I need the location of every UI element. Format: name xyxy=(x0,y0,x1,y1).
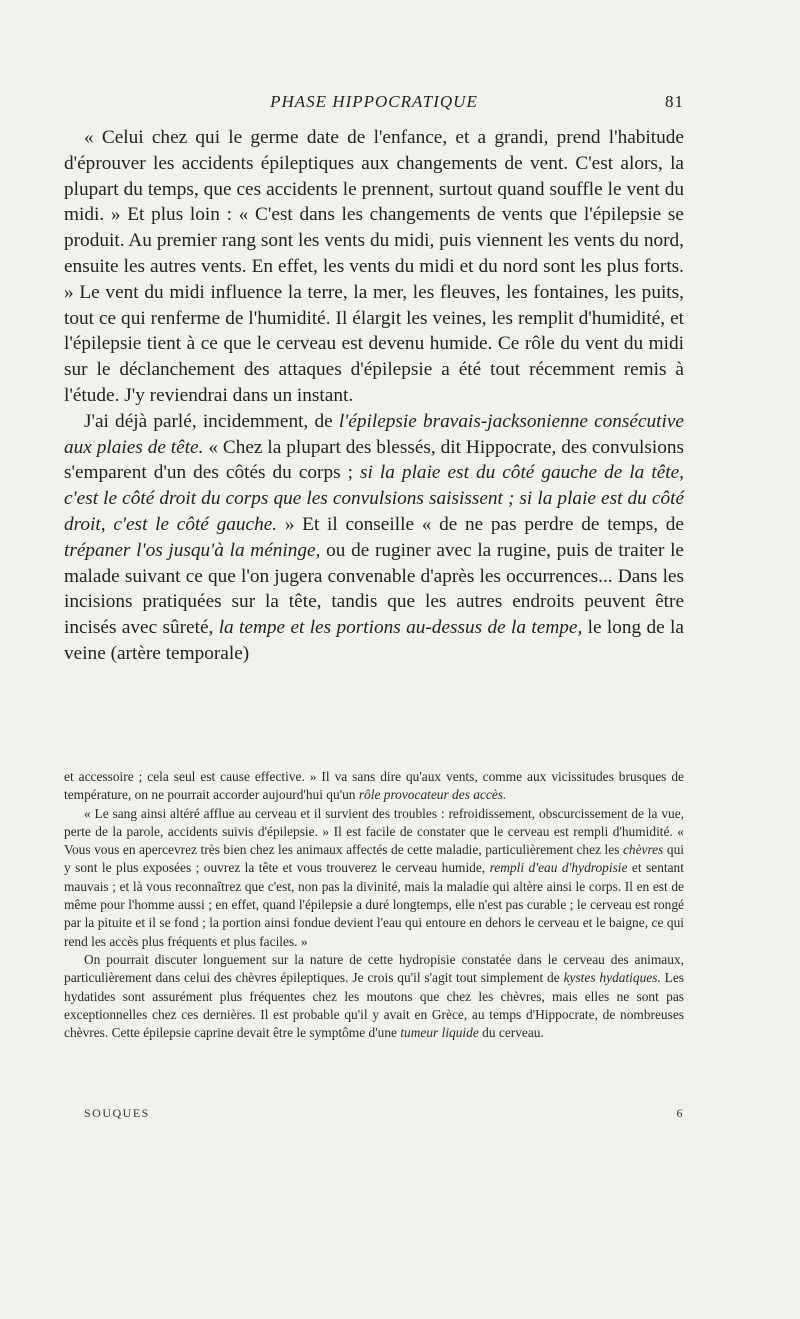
paragraph-2-italic-3: trépaner l'os jusqu'à la méninge, xyxy=(64,539,321,561)
running-title: PHASE HIPPOCRATIQUE xyxy=(270,92,478,111)
footnotes xyxy=(64,768,684,1042)
footnote-1-italic: rôle provocateur des accès. xyxy=(358,787,507,803)
paragraph-2-italic-4: la tempe et les portions au-dessus de la tempe, xyxy=(218,617,583,639)
paragraph-2-text-a: J'ai déjà parlé, incidemment, de xyxy=(84,410,339,432)
footnote-3-italic-1: kystes hydatiques. xyxy=(563,970,661,986)
footnote-2-italic-2: rempli d'eau d'hydropisie xyxy=(489,860,628,876)
paragraph-2-text-e: le long de la veine (artère temporale) xyxy=(64,617,684,664)
footnote-3-text-b: Les hydatides sont assurément plus fréquentes chez les moutons que chez les chèvres, mais elles ne sont pas exceptionnelles chez ces dernières. Il est probable qu'il y avait en Grèce, au temps d'Hippocrate, de nombreuses chèvres. Cette épilepsie caprine devait être le symptôme d'une xyxy=(64,970,685,1041)
footnote-2-italic-1: chèvres xyxy=(622,842,664,858)
printer-signature xyxy=(64,1106,684,1124)
footnote-1-text: et accessoire ; cela seul est cause effective. » Il va sans dire qu'aux vents, comme aux vicissitudes brusques de température, on ne pourrait accorder aujourd'hui qu'un xyxy=(64,769,684,803)
signature-mark: SOUQUES xyxy=(84,1106,150,1120)
footnote-3-italic-2: tumeur liquide xyxy=(400,1025,479,1041)
paragraph-2-text-c: » Et il conseille « de ne pas perdre de temps, de xyxy=(277,513,684,535)
running-header xyxy=(64,92,684,118)
page-number: 81 xyxy=(665,92,684,111)
footnote-3-text-a: On pourrait discuter longuement sur la nature de cette hydropisie constatée dans le cerveau des animaux, particulièrement dans celui des chèvres épileptiques. Je crois qu'il s'agit tout simplement de xyxy=(64,951,684,986)
paragraph-2-italic-2: si la plaie est du côté gauche de la tête, c'est le côté droit du corps que les convulsions saisissent ; si la plaie est du côté droit, c'est le côté gauche. xyxy=(64,462,684,535)
footnote-2 xyxy=(64,805,684,951)
footnote-2-text-c: et sentant mauvais ; et là vous reconnaîtrez que c'est, non pas la divinité, mais la maladie qui altère ainsi le corps. Il en est de même pour l'homme aussi ; en effet, quand l'épilepsie a duré longtemps, elle n'est pas curable ; le cerveau est rongé par la pituite et il se fond ; la portion ainsi fondue devient l'eau qui entoure en dehors le cerveau et le baigne, ce qui rend les accès plus fréquents et plus faciles. » xyxy=(64,860,684,949)
paragraph-2-italic-1: l'épilepsie bravais-jacksonienne consécutive aux plaies de tête. xyxy=(64,410,684,458)
paragraph-2-text-b: « Chez la plupart des blessés, dit Hippocrate, des convulsions s'emparent d'un des côtés du corps ; xyxy=(64,436,684,484)
paragraph-2-text-d: ou de ruginer avec la rugine, puis de traiter le malade suivant ce que l'on jugera convenable d'après les occurrences... Dans les incisions pratiquées sur la tête, tandis que les autres endroits peuvent être incisés avec sûreté, xyxy=(64,539,684,639)
paragraph-2 xyxy=(64,409,684,667)
footnote-3-text-c: du cerveau. xyxy=(478,1025,544,1041)
footnote-2-text-b: qui y sont le plus exposées ; ouvrez la tête et vous trouverez le cerveau humide, xyxy=(64,842,684,876)
paragraph-1 xyxy=(64,125,684,409)
signature-number: 6 xyxy=(676,1106,684,1120)
footnote-2-text-a: « Le sang ainsi altéré afflue au cerveau et il survient des troubles : refroidissement, obscurcissement de la vue, perte de la parole, accidents suivis d'épilepsie. » Il est facile de constater que le cerveau est rempli d'humidité. « Vous vous en apercevrez très bien chez les animaux affectés de cette maladie, particulièrement chez les xyxy=(64,805,684,858)
paragraph-1-text: « Celui chez qui le germe date de l'enfance, et a grandi, prend l'habitude d'éprouver les accidents épileptiques aux changements de vent. C'est alors, la plupart du temps, que ces accidents le prennent, surtout quand souffle le vent du midi. » Et plus loin : « C'est dans les changements de vents que l'épilepsie se produit. Au premier rang sont les vents du midi, puis viennent les vents du nord, ensuite les autres vents. En effet, les vents du midi et du nord sont les plus forts. » Le vent du midi influence la terre, la mer, les fleuves, les fontaines, les puits, tout ce qui renferme de l'humidité. Il élargit les veines, les remplit d'humidité, et l'épilepsie tient à ce que le cerveau est devenu humide. Ce rôle du vent du midi sur le déclanchement des attaques d'épilepsie a été tout récemment remis à l'étude. J'y reviendrai dans un instant. xyxy=(64,127,684,406)
main-text xyxy=(64,125,684,667)
footnote-1 xyxy=(64,768,684,805)
footnote-3 xyxy=(64,951,684,1042)
